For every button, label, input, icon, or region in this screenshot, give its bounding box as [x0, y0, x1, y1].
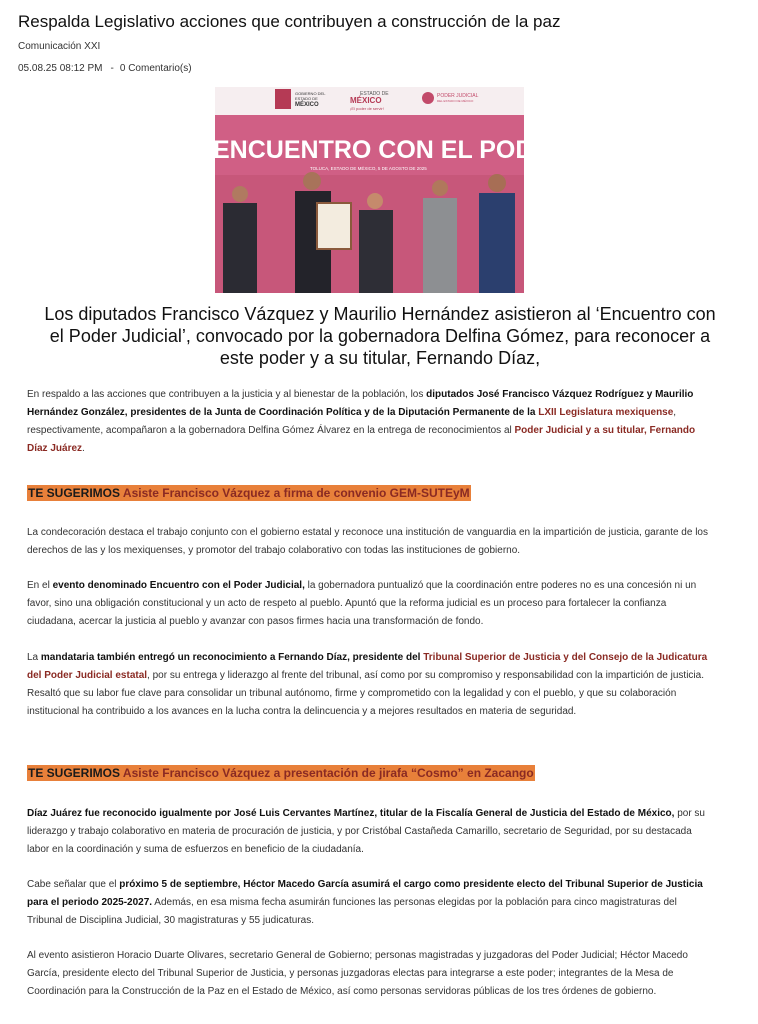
logo3-line1: PODER JUDICIAL: [437, 93, 479, 99]
paragraph-3: [27, 577, 713, 631]
p7-text: Al evento asistieron Horacio Duarte Olivares, secretario General de Gobierno; personas magistradas y juzgadoras del Poder Judicial; Héctor Macedo García, presidente electo del Tribunal Superior de Justicia, y personas juzgadoras electas para integrarse a este poder; integrantes de la Mesa de Coordinación para la Construcción de la Paz en el Estado de México, así como personas servidoras públicas de los tres órdenes de gobierno.: [27, 950, 688, 997]
paragraph-2: [27, 524, 713, 560]
diploma: [317, 203, 351, 249]
p6-bold-1: próximo 5 de septiembre, Héctor Macedo García asumirá el cargo como presidente electo del Tribunal Superior de Justicia para el periodo 2025-2027.: [27, 879, 703, 908]
p4-text-2: , por su entrega y liderazgo al frente del tribunal, así como por su compromiso y responsabilidad con la impartición de justicia. Resaltó que su labor fue clave para consolidar un tribunal autónomo, firme y comprometido con la legalidad y con el pueblo, y que su colaboración institucional ha contribuido a los avances en la lucha contra la delincuencia y a mejores resultados en materia de seguridad.: [27, 670, 704, 717]
article-photo: [213, 87, 633, 293]
p6-text-1: Cabe señalar que el: [27, 879, 120, 890]
article-meta: [18, 63, 192, 74]
article-author[interactable]: Comunicación XXI: [18, 41, 101, 52]
comments-link[interactable]: 0 Comentario(s): [119, 63, 192, 74]
p3-bold-1: evento denominado Encuentro con el Poder Judicial,: [52, 580, 305, 591]
article-date: 05.08.25 08:12 PM: [18, 63, 103, 74]
state-seal-icon: [275, 89, 291, 109]
p5-text-1: por su liderazgo y trabajo colaborativo en materia de procuración de justicia, y por Cristóbal Castañeda Camarillo, secretario de Seguridad, por su destacada labor en la coordinación y suma de esfuerzos en beneficio de la ciudadanía.: [27, 808, 705, 855]
p1-text-3: .: [82, 443, 85, 454]
p4-text-1: La: [27, 652, 41, 663]
logo2-line1: ESTADO DE: [360, 91, 389, 97]
logo1-line1: GOBIERNO DEL: [295, 91, 326, 96]
p1-link-legislatura[interactable]: LXII Legislatura mexiquense: [538, 407, 674, 418]
p6-text-2: Además, en esa misma fecha asumirán funciones las personas elegidas por la población para cinco magistraturas del Tribunal de Disciplina Judicial, 30 magistraturas y 55 judicaturas.: [27, 897, 677, 926]
p3-text-2: la gobernadora puntualizó que la coordinación entre poderes no es una concesión ni un favor, sino una obligación constitucional y un acto de respeto al pueblo. Apuntó que la reforma judicial es un proceso para fortalecer la confianza ciudadana, acercar la justicia al pueblo y avanzar con pasos firmes hacia una transformación de fondo.: [27, 580, 697, 627]
suggestion-link-2[interactable]: Asiste Francisco Vázquez a presentación de jirafa “Cosmo” en Zacango: [122, 766, 534, 780]
paragraph-6: [27, 876, 713, 930]
logo1-line3: MÉXICO: [295, 102, 319, 108]
suggestion-label-2: TE SUGERIMOS: [28, 766, 121, 780]
event-photo-svg: [213, 87, 633, 293]
logo1-line2: ESTADO DE: [295, 96, 318, 101]
p3-text-1: En el: [27, 580, 53, 591]
suggestion-banner-2: [27, 765, 535, 781]
event-banner-subtitle: TOLUCA, ESTADO DE MÉXICO, 5 DE AGOSTO DE 2025: [310, 166, 427, 171]
logo2-line3: ¡El poder de servir!: [350, 106, 384, 111]
article-title: Respalda Legislativo acciones que contribuyen a construcción de la paz: [18, 12, 561, 31]
suggestion-link-1[interactable]: Asiste Francisco Vázquez a firma de convenio GEM-SUTEyM: [122, 486, 470, 500]
article-lead: Los diputados Francisco Vázquez y Maurilio Hernández asistieron al ‘Encuentro con el Poder Judicial’, convocado por la gobernadora Delfina Gómez, para reconocer a este poder y a su titular, Fernando Díaz,: [44, 304, 716, 368]
paragraph-5: [27, 805, 713, 859]
logo2-line2: MÉXICO: [350, 96, 382, 105]
p1-text-2: , respectivamente, acompañaron a la gobernadora Delfina Gómez Álvarez en la entrega de reconocimientos al: [27, 407, 677, 436]
paragraph-4: [27, 649, 713, 721]
p4-link-tribunal[interactable]: Tribunal Superior de Justicia y del Consejo de la Judicatura del Poder Judicial estatal: [27, 652, 708, 681]
paragraph-1: [27, 386, 713, 458]
p5-bold-1: Díaz Juárez fue reconocido igualmente por José Luis Cervantes Martínez, titular de la Fiscalía General de Justicia del Estado de México,: [27, 808, 675, 819]
p1-text-1: En respaldo a las acciones que contribuyen a la justicia y al bienestar de la población, los: [27, 389, 427, 400]
p2-text: La condecoración destaca el trabajo conjunto con el gobierno estatal y reconoce una institución de vanguardia en la impartición de justicia, garante de los derechos de las y los mexiquenses, y promotor del trabajo colaborativo con todas las instituciones de gobierno.: [27, 527, 708, 556]
p4-bold-1: mandataria también entregó un reconocimiento a Fernando Díaz, presidente del: [40, 652, 424, 663]
event-banner-title: ENCUENTRO CON EL PODER JUDI: [213, 136, 633, 164]
p1-link-poder-judicial[interactable]: Poder Judicial y a su titular, Fernando Díaz Juárez: [27, 425, 696, 454]
p1-bold-1: diputados José Francisco Vázquez Rodríguez y Maurilio Hernández González, presidentes de la Junta de Coordinación Política y de la Diputación Permanente de la: [27, 389, 694, 418]
meta-separator: -: [110, 63, 114, 74]
judicial-logo-icon: [422, 92, 434, 104]
logo3-line2: DEL ESTADO DE MÉXICO: [437, 99, 474, 103]
paragraph-7: [27, 947, 713, 1001]
suggestion-banner-1: [27, 485, 471, 501]
suggestion-label-1: TE SUGERIMOS: [28, 486, 121, 500]
